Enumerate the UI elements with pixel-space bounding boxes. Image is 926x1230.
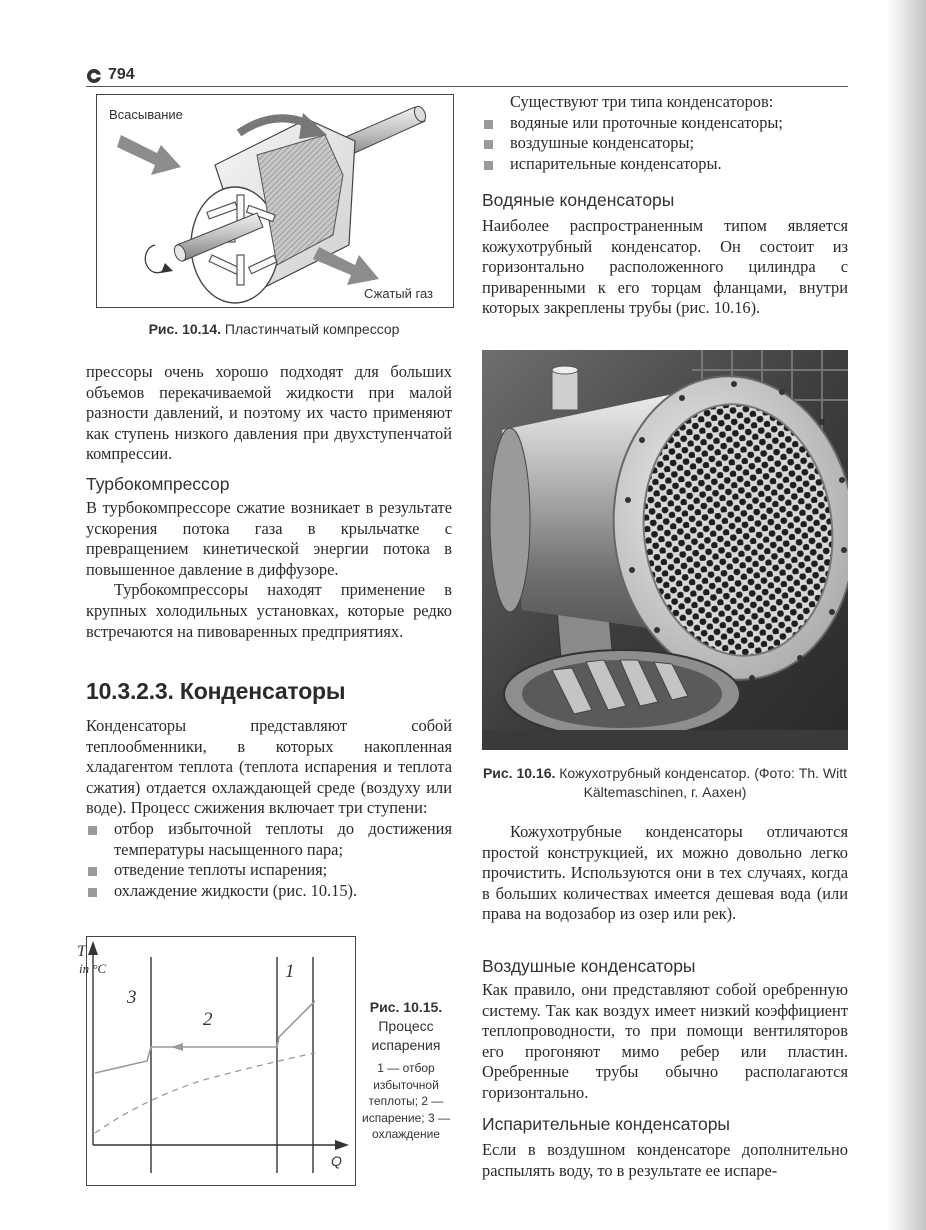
figure-10-16-caption-text: Кожухотрубный конденсатор. (Фото: Th. Witt Kältemaschinen, г. Аахен) bbox=[559, 765, 848, 800]
turbocompressor-heading: Турбокомпрессор bbox=[86, 474, 230, 494]
evaporative-condensers-paragraph: Если в воздушном конденсаторе дополнительно распылять воду, то в результате ее испаре- bbox=[482, 1140, 848, 1180]
condenser-types-list bbox=[482, 113, 848, 175]
evaporation-process-diagram bbox=[87, 937, 355, 1185]
list-item: отбор избыточной теплоты до достижения температуры насыщенного пара; bbox=[86, 819, 452, 860]
right-column-top bbox=[482, 92, 848, 174]
shell-and-tube-condenser-photo bbox=[482, 350, 848, 750]
figure-10-15-caption bbox=[360, 998, 452, 1143]
zone-1-label: 1 bbox=[285, 961, 295, 982]
air-condensers-heading: Воздушные конденсаторы bbox=[482, 956, 696, 976]
vane-compressor-illustration bbox=[97, 95, 453, 307]
water-condensers-heading: Водяные конденсаторы bbox=[482, 190, 675, 210]
evaporative-condensers-heading: Испарительные конденсаторы bbox=[482, 1114, 730, 1134]
condenser-types-intro: Существуют три типа конденсаторов: bbox=[510, 92, 774, 111]
y-axis-unit: in °C bbox=[79, 961, 107, 976]
x-axis-label: Q bbox=[331, 1153, 342, 1169]
figure-10-15-caption-num: Рис. 10.15. bbox=[369, 999, 443, 1015]
page-number: 794 bbox=[108, 66, 135, 83]
air-condensers-paragraph: Как правило, они представляют собой оребренную систему. Так как воздух имеет низкий коэффициент теплопроводности, то при помощи вентиляторов его прогоняют мимо ребер или пластин. Оребренные трубы обычно располагаются горизонтально. bbox=[482, 980, 848, 1102]
page-header bbox=[86, 66, 286, 86]
water-condensers-text bbox=[482, 216, 848, 319]
shell-tube-paragraph: Кожухотрубные конденсаторы отличаются простой конструкцией, их можно довольно легко прочистить. Используются они в тех случаях, когда в больших количествах имеется дешевая вода (или права на водозабор из озер или рек). bbox=[482, 822, 848, 924]
condensers-section-heading: 10.3.2.3. Конденсаторы bbox=[86, 678, 346, 704]
list-item: испарительные конденсаторы. bbox=[482, 154, 848, 175]
page-logo-icon bbox=[86, 68, 102, 84]
header-rule bbox=[86, 86, 848, 87]
figure-10-14-caption-text: Пластинчатый компрессор bbox=[224, 321, 400, 337]
evaporative-condensers-text bbox=[482, 1140, 848, 1181]
condensers-paragraph: Конденсаторы представляют собой теплообменники, в которых накопленная хладагентом теплота (теплота испарения и теплота сжатия) отдается охлаждающей среде (воздуху или воде). Процесс сжижения включает три ступени: bbox=[86, 716, 452, 818]
turbocompressor-text bbox=[86, 498, 452, 642]
list-item: воздушные конденсаторы; bbox=[482, 133, 848, 154]
figure-10-14-caption bbox=[96, 320, 452, 339]
turbocompressor-paragraph-1: В турбокомпрессоре сжатие возникает в результате ускорения потока газа в крыльчатке с превращением кинетической энергии потока в повышенное давление в диффузоре. bbox=[86, 498, 452, 579]
condensers-text bbox=[86, 716, 452, 901]
shell-tube-text bbox=[482, 822, 848, 925]
turbocompressor-paragraph-2: Турбокомпрессоры находят применение в крупных холодильных установках, которые редко встречаются на пивоваренных предприятиях. bbox=[86, 580, 452, 641]
figure-10-16-caption bbox=[482, 764, 848, 802]
figure-10-16-photo bbox=[482, 350, 848, 750]
condensation-stages-list bbox=[86, 819, 452, 901]
figure-10-14 bbox=[96, 94, 454, 308]
figure-10-15-caption-title: Процесс испарения bbox=[371, 1018, 441, 1053]
figure-10-15-legend: 1 — отбор избыточной теплоты; 2 — испарение; 3 — охлаждение bbox=[362, 1061, 450, 1141]
page-edge-shadow bbox=[886, 0, 926, 1230]
list-item: охлаждение жидкости (рис. 10.15). bbox=[86, 881, 452, 902]
air-condensers-text bbox=[482, 980, 848, 1104]
gas-label: Сжатый газ bbox=[364, 286, 433, 301]
figure-10-16-caption-num: Рис. 10.16. bbox=[482, 765, 556, 781]
water-condensers-paragraph: Наиболее распространенным типом является кожухотрубный конденсатор. Он состоит из горизонтально расположенного цилиндра с приваренными к его торцам фланцами, внутри которых закреплены трубы (рис. 10.16). bbox=[482, 216, 848, 318]
y-axis-label: T bbox=[77, 943, 86, 960]
zone-2-label: 2 bbox=[203, 1009, 213, 1030]
figure-10-15 bbox=[77, 936, 356, 1186]
zone-3-label: 3 bbox=[127, 987, 137, 1008]
figure-10-14-caption-num: Рис. 10.14. bbox=[148, 321, 222, 337]
list-item: отведение теплоты испарения; bbox=[86, 860, 452, 881]
compressor-continuation-paragraph: прессоры очень хорошо подходят для больших объемов перекачиваемой жидкости при малой разности давлений, и поэтому их часто применяют как ступень низкого давления при двухступенчатой компрессии. bbox=[86, 362, 452, 464]
left-column-upper bbox=[86, 362, 452, 465]
list-item: водяные или проточные конденсаторы; bbox=[482, 113, 848, 134]
suction-label: Всасывание bbox=[109, 107, 183, 122]
